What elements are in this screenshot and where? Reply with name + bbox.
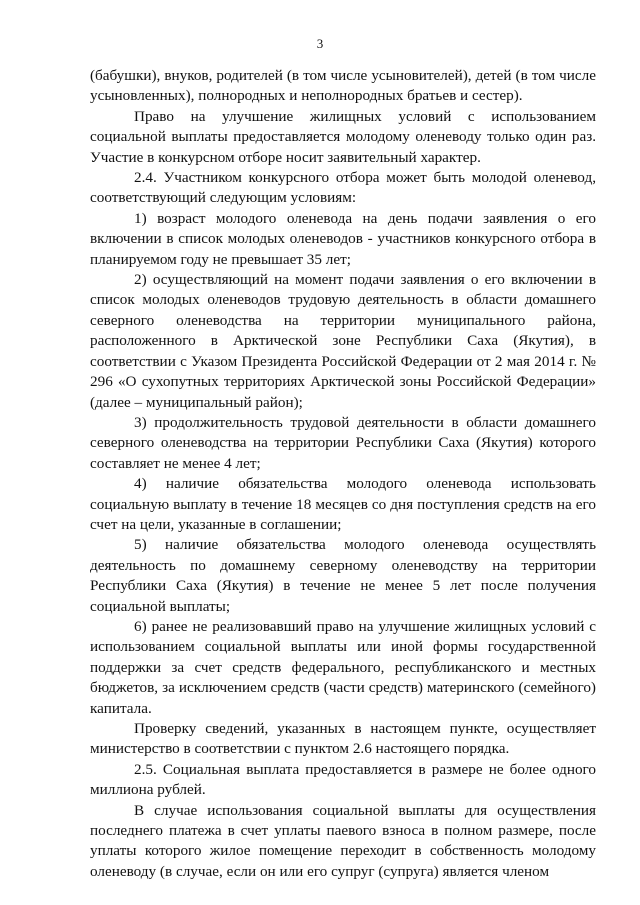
paragraph: 2.5. Социальная выплата предоставляется в размере не более одного миллиона рублей.: [90, 760, 596, 799]
page-number: 3: [316, 36, 324, 51]
paragraph: Право на улучшение жилищных условий с использованием социальной выплаты предоставляется молодому оленеводу только один раз. Участие в конкурсном отборе носит заявительный характер.: [90, 107, 596, 166]
paragraph: 6) ранее не реализовавший право на улучшение жилищных условий с использованием социальной выплаты или иной формы государственной поддержки за счет средств федерального, республиканского и местных бюджетов, за исключением средств (части средств) материнского (семейного) капитала.: [90, 617, 596, 717]
paragraph: В случае использования социальной выплаты для осуществления последнего платежа в счет уплаты паевого взноса в полном размере, после уплаты которого жилое помещение переходит в собственность молодому оленеводу (в случае, если он или его супруг (супруга) является членом: [90, 801, 596, 880]
paragraph: 1) возраст молодого оленевода на день подачи заявления о его включении в список молодых оленеводов - участников конкурсного отбора в планируемом году не превышает 35 лет;: [90, 209, 596, 268]
paragraph: 2.4. Участником конкурсного отбора может быть молодой оленевод, соответствующий следующим условиям:: [90, 169, 596, 207]
document-body: [90, 66, 596, 882]
paragraph: 5) наличие обязательства молодого оленевода осуществлять деятельность по домашнему северному оленеводству на территории Республики Саха (Якутия) в течение не менее 5 лет после получения социальной выплаты;: [90, 536, 596, 615]
paragraph: 2) осуществляющий на момент подачи заявления о его включении в список молодых оленеводов трудовую деятельность в области домашнего северного оленеводства на территории муниципального района, расположенного в Арктической зоне Республики Саха (Якутия), в соответствии с Указом Президента Российской Федерации от 2 мая 2014 г. № 296 «О сухопутных территориях Арктической зоны Российской Федерации» (далее – муниципальный район);: [90, 271, 596, 411]
paragraph: (бабушки), внуков, родителей (в том числе усыновителей), детей (в том числе усыновленных), полнородных и неполнородных братьев и сестер).: [90, 67, 596, 105]
paragraph: Проверку сведений, указанных в настоящем пункте, осуществляет министерство в соответствии с пунктом 2.6 настоящего порядка.: [90, 720, 596, 758]
paragraph: 3) продолжительность трудовой деятельности в области домашнего северного оленеводства на территории Республики Саха (Якутия) которого составляет не менее 4 лет;: [90, 413, 596, 472]
paragraph: 4) наличие обязательства молодого оленевода использовать социальную выплату в течение 18 месяцев со дня поступления средств на его счет на цели, указанные в соглашении;: [90, 475, 596, 533]
